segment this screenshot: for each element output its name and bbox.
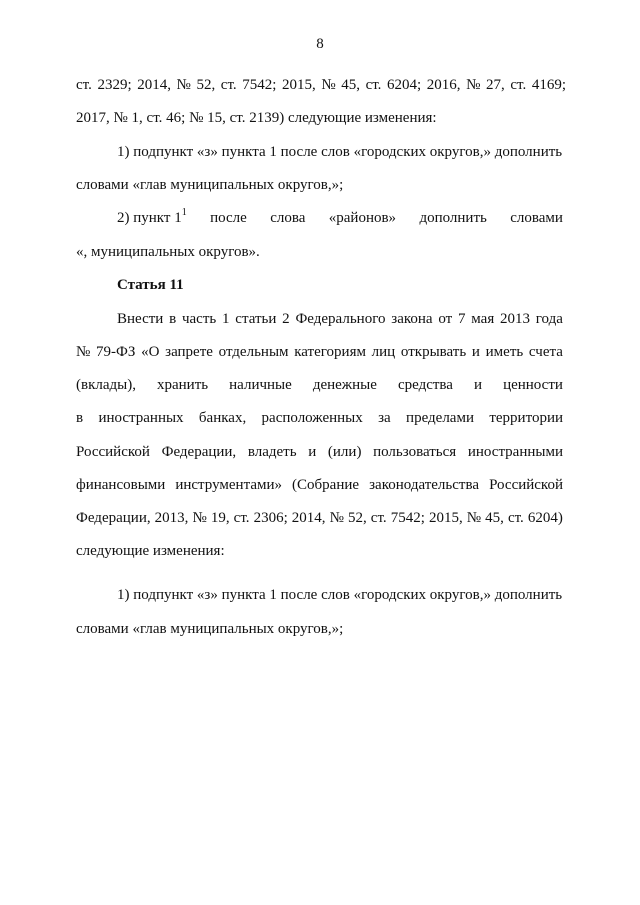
text-line (76, 409, 563, 427)
word: владеть (247, 444, 297, 460)
word: в (76, 410, 84, 426)
word: 19, (210, 510, 230, 526)
text-line (76, 376, 563, 394)
page-number: 8 (316, 36, 324, 52)
word: 7 (457, 311, 466, 327)
word: запрете (165, 344, 213, 360)
word: 1 (222, 311, 230, 327)
word: закона (391, 311, 433, 327)
word: № (466, 77, 481, 93)
word: № (192, 510, 207, 526)
word: хранить (157, 377, 209, 393)
word: пределами (406, 410, 474, 426)
word: ст. (233, 510, 250, 526)
word: ст. (507, 510, 524, 526)
superscript: 1 (181, 207, 187, 218)
word: и (474, 377, 483, 393)
word: Федерации, (76, 510, 151, 526)
word: 2016, (426, 77, 461, 93)
word: 27, (486, 77, 505, 93)
word: (вклады), (76, 377, 136, 393)
word: словами (510, 210, 563, 226)
word: иметь (485, 344, 524, 360)
word: 6204) (527, 510, 563, 526)
word: (или) (327, 444, 362, 460)
word: ценности (503, 377, 563, 393)
word: 2306; (253, 510, 288, 526)
text-line (76, 509, 563, 527)
word: 2015, (428, 510, 463, 526)
word: Внести (117, 311, 164, 327)
word: ст. (370, 510, 387, 526)
word: инструментами» (175, 477, 282, 493)
word: статьи (235, 311, 277, 327)
text-line (117, 310, 563, 328)
word: Российской (76, 444, 150, 460)
word: № (329, 510, 344, 526)
word: 45, (341, 77, 360, 93)
word: ст. (220, 77, 237, 93)
word: 2329; (97, 77, 132, 93)
list-item-text: словами «глав муниципальных округов,»; (76, 621, 344, 637)
word: 79-ФЗ (96, 344, 136, 360)
word: № (321, 77, 336, 93)
text-line (76, 343, 563, 361)
text-line: следующие изменения: (76, 543, 225, 559)
word: 45, (485, 510, 504, 526)
item-number: 2) пункт $1^1$ (117, 207, 187, 226)
word: территории (489, 410, 563, 426)
word: денежные (312, 377, 377, 393)
word: в (169, 311, 177, 327)
word: ст. (76, 77, 92, 93)
word: ст. (510, 77, 527, 93)
word: № (466, 510, 482, 526)
word: законодательства (369, 477, 480, 493)
word: средства (397, 377, 453, 393)
word: расположенных (261, 410, 363, 426)
text-line (76, 76, 566, 94)
word: 4169; (531, 77, 566, 93)
word: ст. (365, 77, 382, 93)
list-item-text: «, муниципальных округов». (76, 244, 260, 260)
word: отдельным (218, 344, 289, 360)
word: года (535, 311, 563, 327)
word: Российской (489, 477, 563, 493)
word: за (378, 410, 391, 426)
word: 6204; (387, 77, 422, 93)
word: слова (270, 210, 306, 226)
word: Федерации, (161, 444, 237, 460)
list-item-text: 1) подпункт «з» пункта 1 после слов «городских округов,» дополнить (117, 587, 563, 603)
word: и (308, 444, 317, 460)
word: финансовыми (76, 477, 166, 493)
list-item-text: словами «глав муниципальных округов,»; (76, 177, 344, 193)
word: 2014, (291, 510, 326, 526)
word: Федерального (295, 311, 386, 327)
word: 2 (282, 311, 290, 327)
word: «районов» (328, 210, 397, 226)
word: № (76, 344, 91, 360)
word: часть (181, 311, 217, 327)
word: дополнить (419, 210, 487, 226)
list-item-text: 1) подпункт «з» пункта 1 после слов «городских округов,» дополнить (117, 144, 563, 160)
text-line (76, 443, 563, 461)
word: от (438, 311, 453, 327)
list-item-text (117, 209, 563, 227)
word: 2014, (137, 77, 171, 93)
word: 52, (347, 510, 367, 526)
word: 52, (196, 77, 216, 93)
word: пользоваться (373, 444, 457, 460)
word: иностранных (98, 410, 184, 426)
text-line: 2017, № 1, ст. 46; № 15, ст. 2139) следующие изменения: (76, 110, 437, 126)
word: мая (471, 311, 495, 327)
word: 2013 (500, 311, 530, 327)
word: счета (528, 344, 563, 360)
word: 7542; (242, 77, 277, 93)
word: иностранными (467, 444, 563, 460)
word: и (471, 344, 480, 360)
word: (Собрание (292, 477, 360, 493)
article-heading: Статья 11 (117, 277, 184, 293)
word: № (176, 77, 191, 93)
text-line (76, 476, 563, 494)
word: 2015, (282, 77, 316, 93)
word: «О (141, 344, 160, 360)
word: банках, (198, 410, 247, 426)
word: категориям (294, 344, 366, 360)
word: наличные (229, 377, 292, 393)
word: лиц (371, 344, 396, 360)
word: после (210, 210, 247, 226)
word: открывать (400, 344, 467, 360)
word: 2013, (154, 510, 189, 526)
word: 7542; (390, 510, 425, 526)
